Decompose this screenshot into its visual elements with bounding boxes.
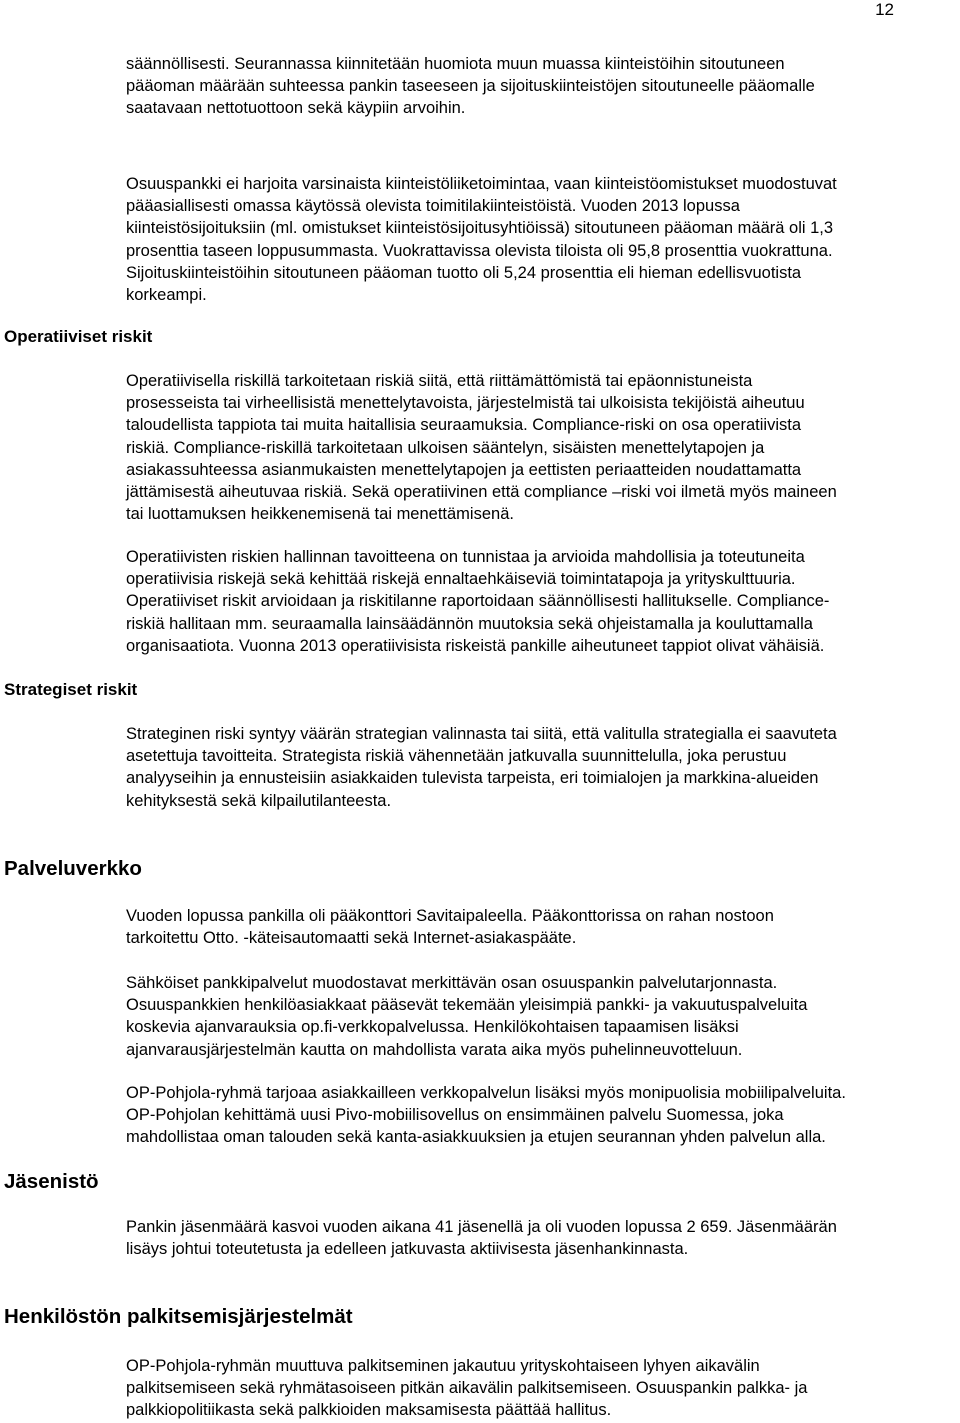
text-line: OP-Pohjola-ryhmä tarjoaa asiakkailleen verkkopalvelun lisäksi myös monipuolisia mobiilipalveluita. xyxy=(126,1084,846,1102)
text-line: Pankin jäsenmäärä kasvoi vuoden aikana 41 jäsenellä ja oli vuoden lopussa 2 659. Jäsenmäärän xyxy=(126,1218,837,1236)
paragraph-real-estate-monitoring xyxy=(126,53,956,120)
text-line: asetettuja tavoitteita. Strategista riskiä vähennetään jatkuvalla suunnittelulla, joka perustuu xyxy=(126,747,787,766)
paragraph-mobile-services xyxy=(126,1082,956,1149)
heading-membership: Jäsenistö xyxy=(4,1170,99,1193)
text-line: mahdollistaa oman talouden sekä kanta-asiakkuuksien ja etujen seurannan yhden palvelun alla. xyxy=(126,1128,826,1147)
heading-operational-risks: Operatiiviset riskit xyxy=(4,327,153,346)
text-line: korkeampi. xyxy=(126,286,207,305)
text-line: tai luottamuksen heikkenemisenä tai menettämisenä. xyxy=(126,505,514,524)
text-line: Osuuspankki ei harjoita varsinaista kiinteistöliiketoimintaa, vaan kiinteistöomistukset muodostuvat xyxy=(126,175,837,193)
text-line: OP-Pohjola-ryhmän muuttuva palkitseminen jakautuu yrityskohtaiseen lyhyen aikavälin xyxy=(126,1357,760,1375)
paragraph-remuneration xyxy=(126,1355,956,1422)
paragraph-strategic-risk xyxy=(126,723,956,812)
paragraph-operational-risk-management xyxy=(126,546,956,657)
text-line: riskiä hallitaan mm. seuraamalla lainsäädännön muutoksia sekä ohjeistamalla ja kouluttamalla xyxy=(126,614,813,633)
heading-remuneration-systems: Henkilöstön palkitsemisjärjestelmät xyxy=(4,1305,353,1328)
text-line: Operatiivisten riskien hallinnan tavoitteena on tunnistaa ja arvioida mahdollisia ja toteutuneita xyxy=(126,548,805,566)
paragraph-operational-risk-definition xyxy=(126,370,956,525)
text-line: prosesseista tai virheellisistä menettelytavoista, järjestelmistä tai ulkoisista tekijöistä aiheutuu xyxy=(126,394,805,413)
text-line: saatavaan nettotuottoon sekä käypiin arvoihin. xyxy=(126,99,466,118)
paragraph-membership xyxy=(126,1216,956,1260)
text-line: säännöllisesti. Seurannassa kiinnitetään huomiota muun muassa kiinteistöihin sitoutuneen xyxy=(126,55,785,73)
text-line: organisaatiota. Vuonna 2013 operatiivisista riskeistä pankille aiheutuneet tappiot olivat vähäisiä. xyxy=(126,636,825,655)
text-line: riskiä. Compliance-riskillä tarkoitetaan ulkoisen sääntelyn, sisäisten menettelytapojen ja xyxy=(126,438,765,457)
text-line: Vuoden lopussa pankilla oli pääkonttori Savitaipaleella. Pääkonttorissa on rahan nostoon xyxy=(126,907,774,925)
text-line: taloudellista tappiota tai muita haitallisia seuraamuksia. Compliance-riski on osa operatiivista xyxy=(126,416,802,435)
text-line: palkitsemiseen sekä ryhmätasoiseen pitkän aikavälin palkitsemiseen. Osuuspankin palkka- ja xyxy=(126,1379,808,1398)
text-line: kiinteistösijoituksiin (ml. omistukset kiinteistösijoitusyhtiöissä) sitoutuneen pääoman määrä oli 1,3 xyxy=(126,219,834,238)
text-line: Sähköiset pankkipalvelut muodostavat merkittävän osan osuuspankin palvelutarjonnasta. xyxy=(126,974,778,992)
text-line: Sijoituskiinteistöihin sitoutuneen pääoman tuotto oli 5,24 prosenttia eli hieman edellisvuotista xyxy=(126,263,802,282)
text-line: Osuuspankkien henkilöasiakkaat pääsevät tekemään yleisimpiä pankki- ja vakuutuspalveluita xyxy=(126,996,808,1015)
text-line: Operatiiviset riskit arvioidaan ja riskitilanne raportoidaan säännöllisesti hallitukselle. Compliance- xyxy=(126,592,830,611)
text-line: prosenttia taseen loppusummasta. Vuokrattavissa olevista tiloista oli 95,8 prosenttia vuokrattuna. xyxy=(126,241,833,260)
text-line: koskevia ajanvarauksia op.fi-verkkopalvelussa. Henkilökohtaisen tapaamisen lisäksi xyxy=(126,1018,739,1037)
paragraph-real-estate-holdings xyxy=(126,173,956,306)
text-line: asiakassuhteessa asianmukaisten menettelytapojen ja eettisten periaatteiden noudattamatta xyxy=(126,460,802,479)
page-number: 12 xyxy=(875,0,894,19)
text-line: OP-Pohjolan kehittämä uusi Pivo-mobiilisovellus on ensimmäinen palvelu Suomessa, joka xyxy=(126,1106,784,1125)
text-line: jättämisestä aiheutuvaa riskiä. Sekä operatiivinen että compliance –riski voi ilmetä myös maineen xyxy=(126,483,837,502)
text-line: Operatiivisella riskillä tarkoitetaan riskiä siitä, että riittämättömistä tai epäonnistuneista xyxy=(126,372,753,390)
text-line: kehityksestä sekä kilpailutilanteesta. xyxy=(126,791,392,810)
text-line: Strateginen riski syntyy väärän strategian valinnasta tai siitä, että valitulla strategialla ei saavuteta xyxy=(126,725,837,743)
text-line: lisäys johtui toteutetusta ja edelleen jatkuvasta aktiivisesta jäsenhankinnasta. xyxy=(126,1240,689,1259)
heading-service-network: Palveluverkko xyxy=(4,857,142,880)
text-line: pääoman määrään suhteessa pankin taseeseen ja sijoituskiinteistöjen sitoutuneelle pääomalle xyxy=(126,77,815,96)
paragraph-head-office xyxy=(126,905,956,949)
text-line: ajanvarausjärjestelmän kautta on mahdollista varata aika myös puhelinneuvotteluun. xyxy=(126,1040,743,1059)
heading-strategic-risks: Strategiset riskit xyxy=(4,680,138,699)
text-line: pääasiallisesti omassa käytössä olevista toimitilakiinteistöistä. Vuoden 2013 lopussa xyxy=(126,197,740,216)
paragraph-electronic-services xyxy=(126,972,956,1061)
text-line: tarkoitettu Otto. -käteisautomaatti sekä Internet-asiakaspääte. xyxy=(126,929,577,948)
text-line: analyyseihin ja ennusteisiin asiakkaiden tulevista tarpeista, eri toimialojen ja markkina-alueiden xyxy=(126,769,819,788)
text-line: palkkiopolitiikasta sekä palkkioiden maksamisesta päättää hallitus. xyxy=(126,1401,612,1420)
text-line: operatiivisia riskejä sekä kehittää riskejä ennaltaehkäiseviä toimintatapoja ja yrityskulttuuria. xyxy=(126,570,796,589)
